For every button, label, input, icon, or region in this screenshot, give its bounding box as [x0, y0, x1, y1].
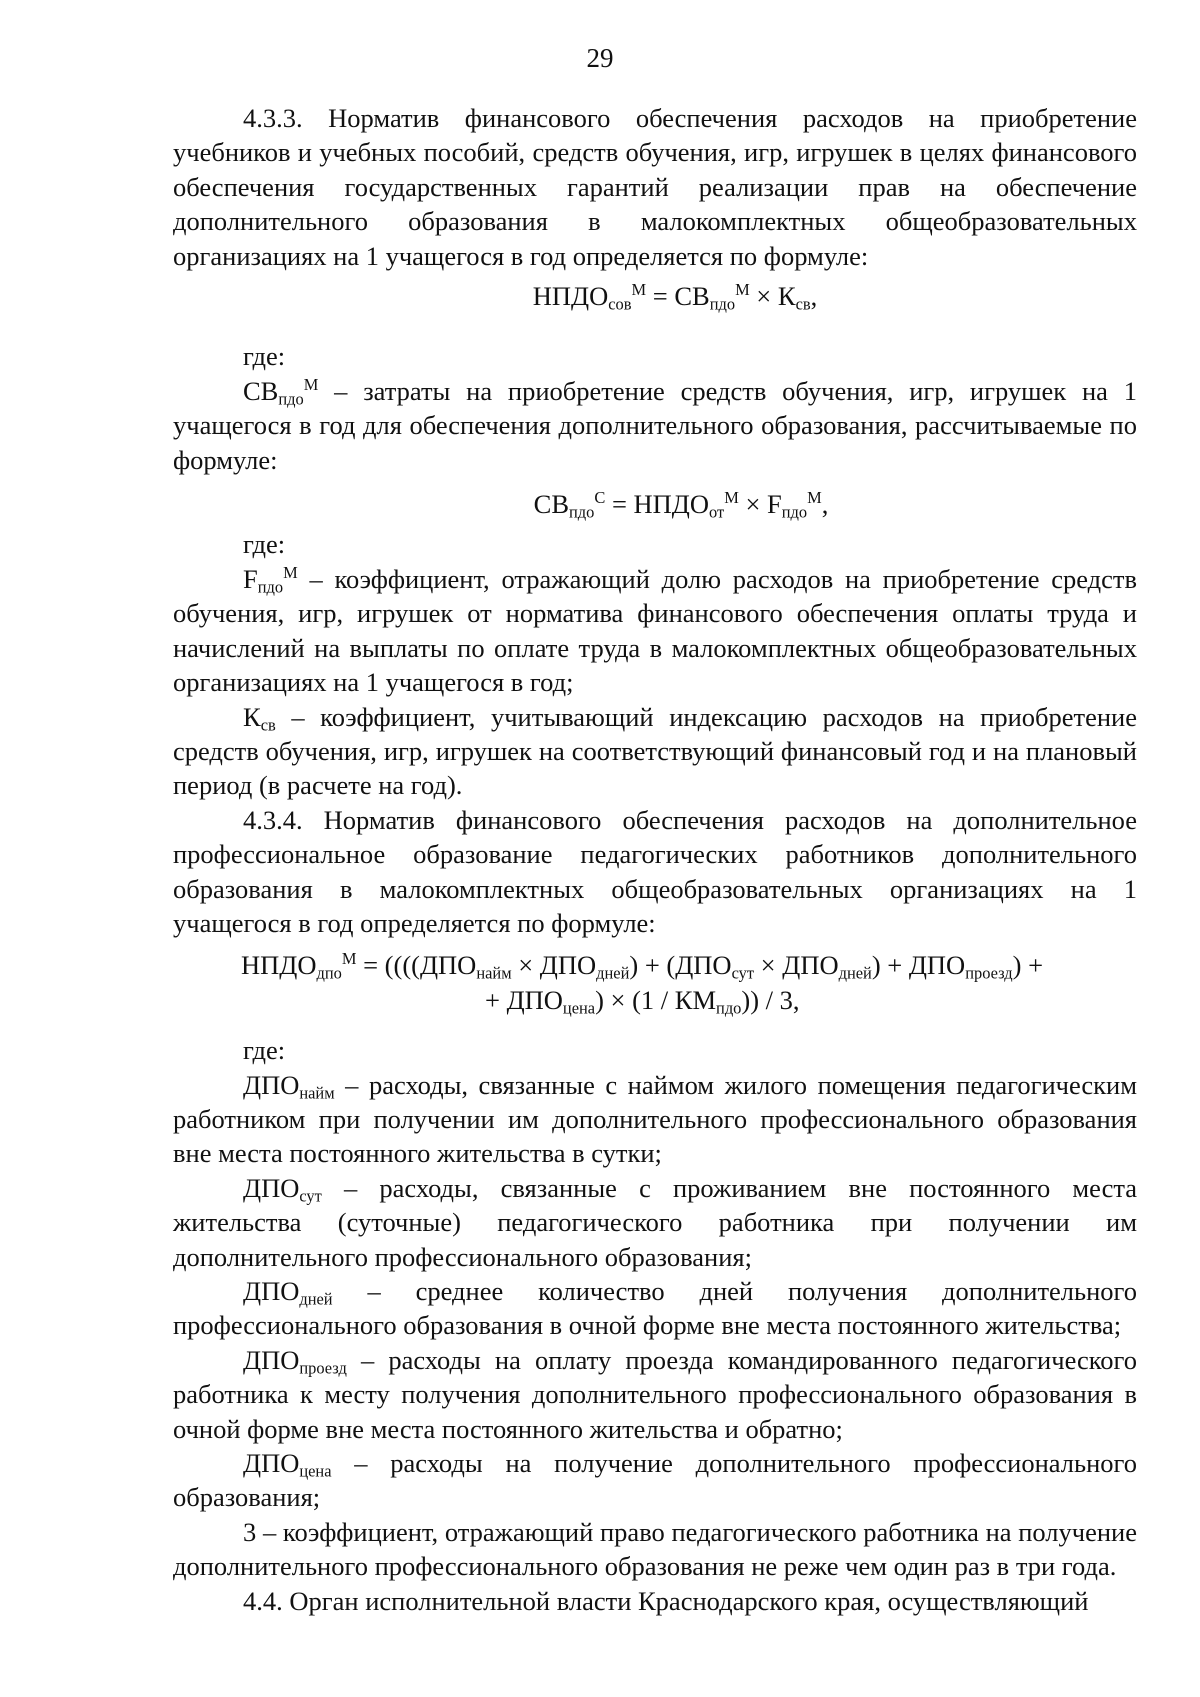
definition-dpo-proezd: $ДПО_{проезд}$ – расходы на оплату проезда командированного педагогического работника к месту получения дополнительного профессионального образования в очной форме вне места постоянного жительства и обратно;: [173, 1344, 1137, 1444]
page-number: 29: [586, 43, 614, 73]
formula-npdo-sov: $НПДО_{сов}^М = СВ_{пдо}^М \times К_{св}$,: [532, 279, 818, 314]
definition-dpo-dnei: $ДПО_{дней}$ – среднее количество дней получения дополнительного профессионального образования в очной форме вне места постоянного жительства;: [173, 1276, 1137, 1341]
formula-sv-pdo: $СВ_{пдо}^С$ = $НПДО_{от}^М \times F_{пдо}^М$,: [533, 487, 829, 522]
definition-dpo-cena: $ДПО_{цена}$ – расходы на получение дополнительного профессионального образования;: [173, 1448, 1137, 1513]
paragraph-4-4: 4.4. Орган исполнительной власти Краснодарского края, осуществляющий: [243, 1585, 1089, 1616]
document-body: [173, 101, 1137, 1618]
definition-sv-pdo: $СВ_{пдо}^М$ – затраты на приобретение средств обучения, игр, игрушек на 1 учащегося в год для обеспечения дополнительного образования, рассчитываемые по формуле:: [173, 374, 1137, 475]
formula-npdo-dpo-line1: $НПДО_{дпо}^М = ((((ДПО_{найм} \times ДПО_{дней}) + (ДПО_{сут} \times ДПО_{дней}) + ДПО_{проезд})$ +: [241, 949, 1044, 983]
definition-coefficient-3: 3 – коэффициент, отражающий право педагогического работника на получение дополнительного профессионального образования не реже чем один раз в три года.: [173, 1516, 1137, 1582]
formula-npdo-dpo-line2: + $ДПО_{цена}) \times (1 / КМ_{пдо})) / 3$,: [485, 984, 800, 1018]
definition-k-sv: $К_{св}$ – коэффициент, учитывающий индексацию расходов на приобретение средств обучения, игр, игрушек на соответствующий финансовый год и на плановый период (в расчете на год).: [173, 701, 1137, 801]
definition-f-pdo: $F_{пдо}^М$ – коэффициент, отражающий долю расходов на приобретение средств обучения, игр, игрушек от норматива финансового обеспечения оплаты труда и начислений на выплаты по оплате труда в малокомплектных общеобразовательных организациях на 1 учащегося в год;: [173, 562, 1137, 698]
paragraph-4-3-3: 4.3.3. Норматив финансового обеспечения расходов на приобретение учебников и учебных пособий, средств обучения, игр, игрушек в целях финансового обеспечения государственных гарантий реализации прав на обеспечение дополнительного образования в малокомплектных общеобразовательных организациях на 1 учащегося в год определяется по формуле:: [173, 103, 1137, 271]
definition-dpo-sut: $ДПО_{сут}$ – расходы, связанные с проживанием вне постоянного места жительства (суточные) педагогического работника при получении им дополнительного профессионального образования;: [173, 1172, 1137, 1272]
where-label: где:: [243, 341, 286, 372]
where-label: где:: [243, 1035, 286, 1066]
where-label: где:: [243, 529, 286, 560]
definition-dpo-naim: $ДПО_{найм}$ – расходы, связанные с наймом жилого помещения педагогическим работником при получении им дополнительного профессионального образования вне места постоянного жительства в сутки;: [173, 1069, 1137, 1169]
paragraph-4-3-4: 4.3.4. Норматив финансового обеспечения расходов на дополнительное профессиональное образование педагогических работников дополнительного образования в малокомплектных общеобразовательных организациях на 1 учащегося в год определяется по формуле:: [173, 804, 1137, 938]
